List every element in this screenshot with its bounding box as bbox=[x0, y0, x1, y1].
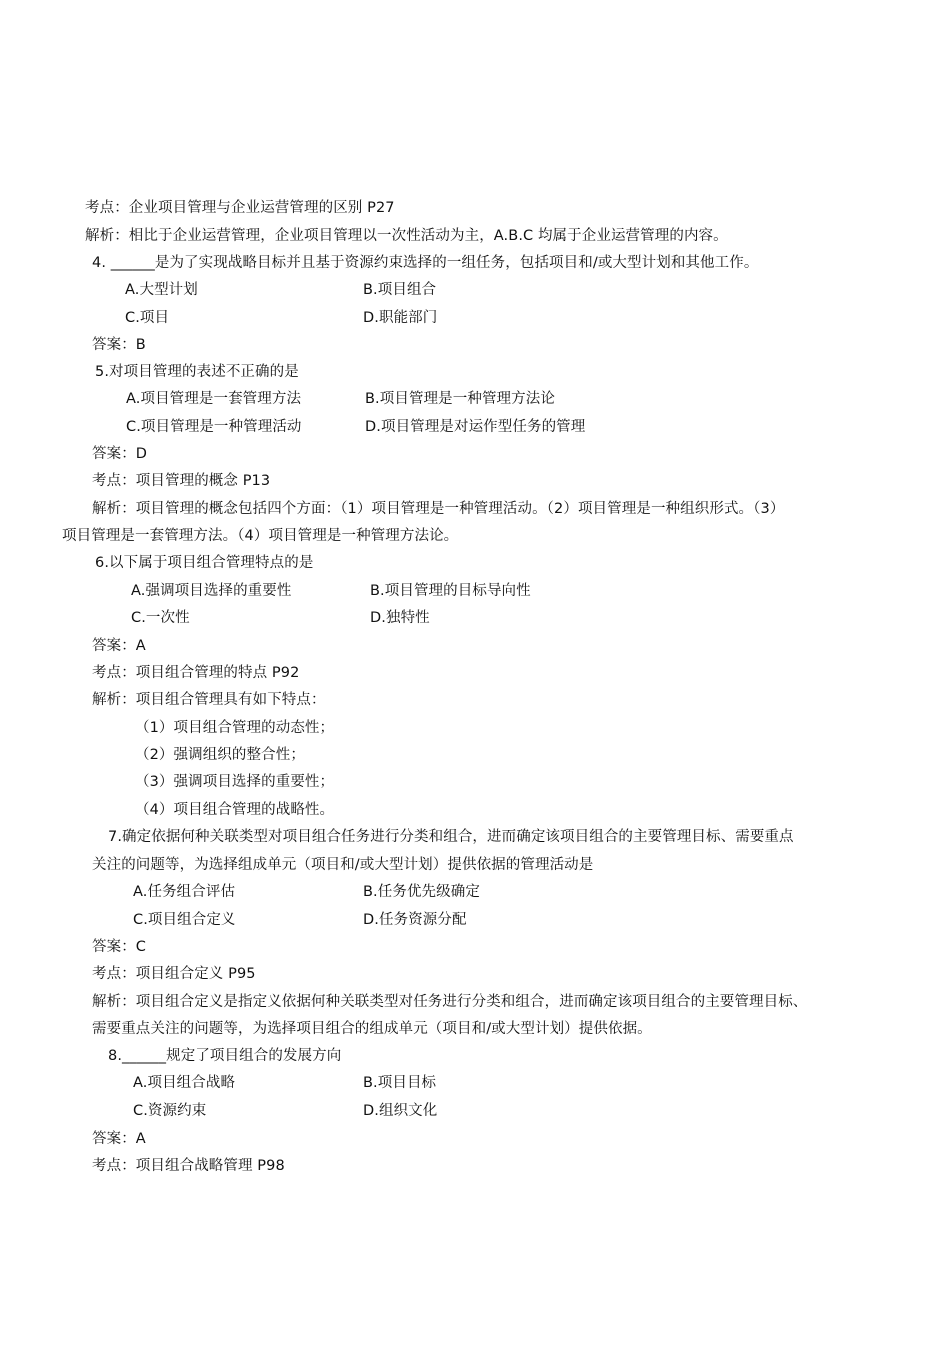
q6-analysis: 解析：项目组合管理具有如下特点： bbox=[92, 692, 326, 708]
q8-option-c: C.资源约束 bbox=[133, 1103, 207, 1119]
q7-option-b: B.任务优先级确定 bbox=[363, 884, 480, 900]
q8-point: 考点：项目组合战略管理 P98 bbox=[92, 1158, 285, 1174]
q6-point: 考点：项目组合管理的特点 P92 bbox=[92, 665, 300, 681]
q6-option-a: A.强调项目选择的重要性 bbox=[131, 583, 292, 599]
q5-stem: 5.对项目管理的表述不正确的是 bbox=[95, 364, 299, 380]
q6-option-d: D.独特性 bbox=[370, 610, 430, 626]
q8-option-d: D.组织文化 bbox=[363, 1103, 438, 1119]
q3-point: 考点：企业项目管理与企业运营管理的区别 P27 bbox=[85, 200, 395, 216]
q5-point: 考点：项目管理的概念 P13 bbox=[92, 473, 271, 489]
q4-answer: 答案：B bbox=[92, 337, 146, 353]
q6-item-2: （2）强调组织的整合性； bbox=[135, 747, 305, 763]
q6-answer: 答案：A bbox=[92, 638, 146, 654]
q5-analysis-line-1: 解析：项目管理的概念包括四个方面：（1）项目管理是一种管理活动。（2）项目管理是一种组织形式。（3） bbox=[92, 501, 785, 517]
q7-stem-line-2: 关注的问题等，为选择组成单元（项目和/或大型计划）提供依据的管理活动是 bbox=[92, 857, 594, 873]
q5-analysis-line-2: 项目管理是一套管理方法。（4）项目管理是一种管理方法论。 bbox=[62, 528, 459, 544]
q3-analysis: 解析：相比于企业运营管理，企业项目管理以一次性活动为主，A.B.C 均属于企业运营管理的内容。 bbox=[85, 228, 728, 244]
q4-option-b: B.项目组合 bbox=[363, 282, 437, 298]
q5-option-a: A.项目管理是一套管理方法 bbox=[126, 391, 302, 407]
q7-option-d: D.任务资源分配 bbox=[363, 912, 467, 928]
q4-option-d: D.职能部门 bbox=[363, 310, 438, 326]
q5-answer: 答案：D bbox=[92, 446, 148, 462]
q5-option-c: C.项目管理是一种管理活动 bbox=[126, 419, 302, 435]
q6-item-4: （4）项目组合管理的战略性。 bbox=[135, 802, 335, 818]
q5-option-b: B.项目管理是一种管理方法论 bbox=[365, 391, 555, 407]
q5-option-d: D.项目管理是对运作型任务的管理 bbox=[365, 419, 586, 435]
q6-item-3: （3）强调项目选择的重要性； bbox=[135, 774, 335, 790]
q7-analysis-line-1: 解析：项目组合定义是指定义依据何种关联类型对任务进行分类和组合，进而确定该项目组合的主要管理目标、 bbox=[92, 994, 808, 1010]
q8-option-b: B.项目目标 bbox=[363, 1075, 437, 1091]
q4-stem: 4. ______是为了实现战略目标并且基于资源约束选择的一组任务，包括项目和/或大型计划和其他工作。 bbox=[92, 255, 759, 271]
q7-answer: 答案：C bbox=[92, 939, 147, 955]
q7-stem-line-1: 7.确定依据何种关联类型对项目组合任务进行分类和组合，进而确定该项目组合的主要管理目标、需要重点 bbox=[108, 829, 794, 845]
q6-stem: 6.以下属于项目组合管理特点的是 bbox=[95, 555, 314, 571]
q6-option-b: B.项目管理的目标导向性 bbox=[370, 583, 531, 599]
q4-option-a: A.大型计划 bbox=[125, 282, 198, 298]
q6-option-c: C.一次性 bbox=[131, 610, 190, 626]
q7-option-c: C.项目组合定义 bbox=[133, 912, 236, 928]
q7-option-a: A.任务组合评估 bbox=[133, 884, 236, 900]
q8-answer: 答案：A bbox=[92, 1131, 146, 1147]
q6-item-1: （1）项目组合管理的动态性； bbox=[135, 720, 335, 736]
q8-option-a: A.项目组合战略 bbox=[133, 1075, 236, 1091]
q7-analysis-line-2: 需要重点关注的问题等，为选择项目组合的组成单元（项目和/或大型计划）提供依据。 bbox=[92, 1021, 652, 1037]
q4-option-c: C.项目 bbox=[125, 310, 170, 326]
q8-stem: 8.______规定了项目组合的发展方向 bbox=[108, 1048, 342, 1064]
q7-point: 考点：项目组合定义 P95 bbox=[92, 966, 256, 982]
